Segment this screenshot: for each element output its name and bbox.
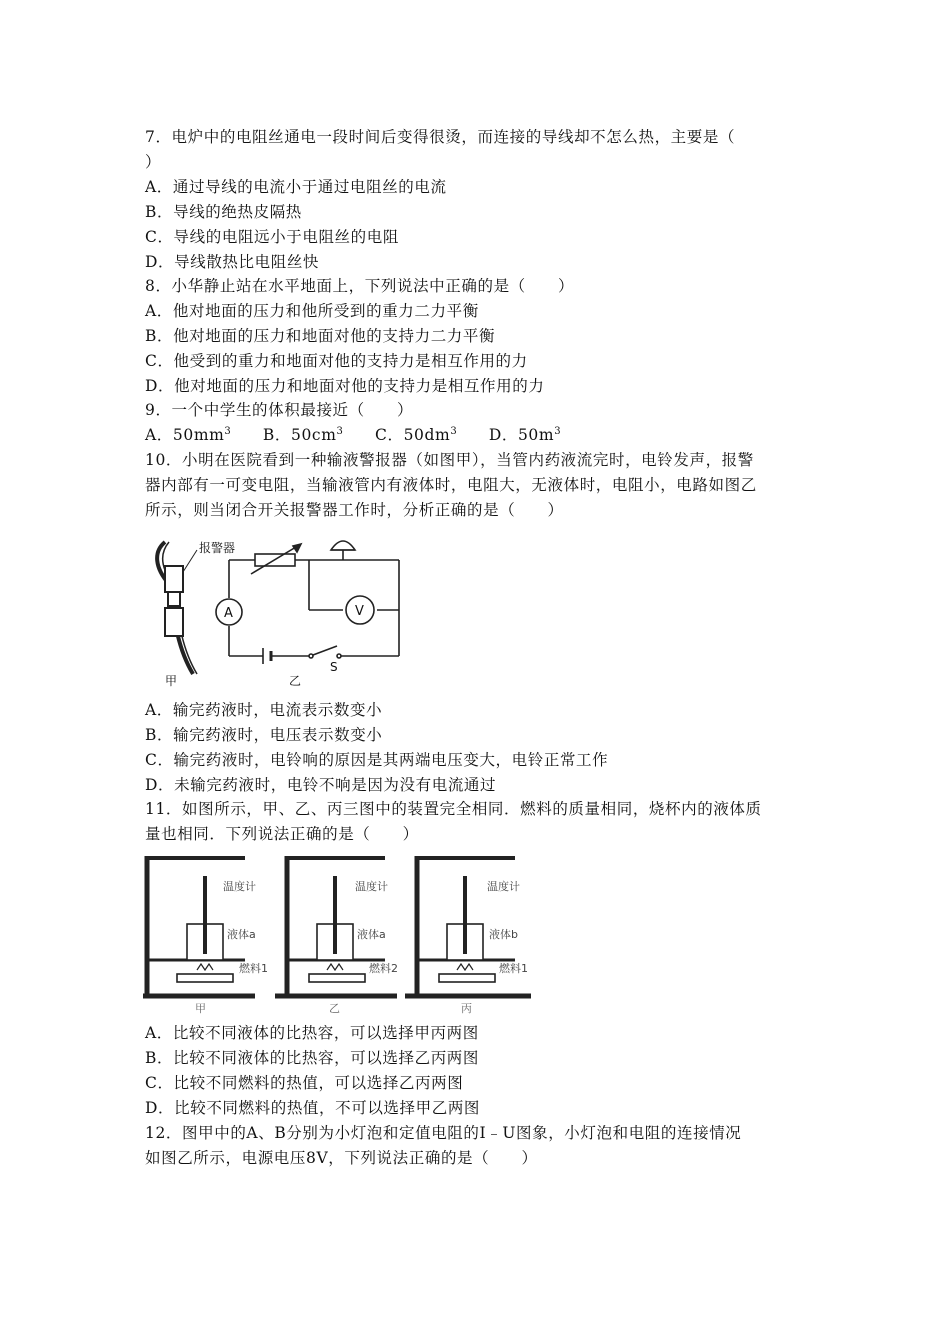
q12-stem-line-1: 12．图甲中的A、B分别为小灯泡和定值电阻的I﹣U图象，小灯泡和电阻的连接情况	[145, 1124, 742, 1142]
circuit-diagram	[229, 541, 399, 664]
caption-jia: 甲	[195, 1002, 206, 1014]
fuel-label-yi: 燃料2	[369, 962, 398, 975]
fuel-label-jia: 燃料1	[239, 962, 268, 975]
thermometer-label-jia: 温度计	[223, 880, 256, 893]
q8-stem: 8．小华静止站在水平地面上，下列说法中正确的是（ ）	[145, 277, 575, 295]
q10-stem-line-3: 所示，则当闭合开关报警器工作时，分析正确的是（ ）	[145, 501, 564, 519]
liquid-label-yi: 液体a	[357, 928, 386, 941]
q8-option-b: B．他对地面的压力和地面对他的支持力二力平衡	[145, 327, 496, 345]
apparatus-yi	[275, 856, 397, 996]
q10-option-d: D．未输完药液时，电铃不响是因为没有电流通过	[145, 776, 497, 794]
q9-stem: 9．一个中学生的体积最接近（ ）	[145, 401, 414, 419]
q10-option-c: C．输完药液时，电铃响的原因是其两端电压变大，电铃正常工作	[145, 751, 609, 769]
q9-option-d: D．$50m^3$	[488, 426, 562, 444]
q11-option-a: A．比较不同液体的比热容，可以选择甲丙两图	[145, 1024, 479, 1042]
q9-option-a: A．$50mm^3$	[145, 426, 232, 444]
q7-stem-end: ）	[145, 153, 162, 171]
q10-stem-line-2: 器内部有一可变电阻，当输液管内有液体时，电阻大，无液体时，电阻小，电路如图乙	[145, 476, 757, 494]
q9-options	[145, 425, 587, 445]
q7-option-d: D．导线散热比电阻丝快	[145, 253, 320, 271]
q11-option-b: B．比较不同液体的比热容，可以选择乙丙两图	[145, 1049, 479, 1067]
q11-option-d: D．比较不同燃料的热值，不可以选择甲乙两图	[145, 1099, 481, 1117]
q8-option-d: D．他对地面的压力和地面对他的支持力是相互作用的力	[145, 377, 545, 395]
figure-caption-jia: 甲	[165, 674, 178, 688]
caption-yi: 乙	[329, 1002, 340, 1014]
q7-option-b: B．导线的绝热皮隔热	[145, 203, 302, 221]
q10-option-b: B．输完药液时，电压表示数变小	[145, 726, 383, 744]
q9-option-b: B．$50cm^3$	[262, 426, 344, 444]
q8-option-c: C．他受到的重力和地面对他的支持力是相互作用的力	[145, 352, 528, 370]
ammeter-label: A	[224, 606, 233, 621]
q8-option-a: A．他对地面的压力和他所受到的重力二力平衡	[145, 302, 479, 320]
switch-label: S	[330, 660, 338, 674]
q11-option-c: C．比较不同燃料的热值，可以选择乙丙两图	[145, 1074, 464, 1092]
liquid-label-bing: 液体b	[489, 928, 518, 941]
q10-option-a: A．输完药液时，电流表示数变小	[145, 701, 383, 719]
thermometer-label-bing: 温度计	[487, 880, 520, 893]
alarm-label: 报警器	[199, 541, 236, 555]
q12-stem-line-2: 如图乙所示，电源电压8V，下列说法正确的是（ ）	[145, 1149, 538, 1167]
apparatus-jia	[143, 856, 255, 996]
q10-figure	[145, 528, 405, 688]
fuel-label-bing: 燃料1	[499, 962, 528, 975]
q11-stem-line-1: 11．如图所示，甲、乙、丙三图中的装置完全相同．燃料的质量相同，烧杯内的液体质	[145, 800, 762, 818]
q7-option-c: C．导线的电阻远小于电阻丝的电阻	[145, 228, 399, 246]
voltmeter-label: V	[355, 604, 364, 619]
caption-bing: 丙	[461, 1002, 472, 1014]
q10-stem-line-1: 10．小明在医院看到一种输液警报器（如图甲），当管内药液流完时，电铃发声，报警	[145, 451, 754, 469]
thermometer-label-yi: 温度计	[355, 880, 388, 893]
q7-stem: 7．电炉中的电阻丝通电一段时间后变得很烫，而连接的导线却不怎么热，主要是（	[145, 128, 736, 146]
infusion-alarm-device	[157, 542, 197, 674]
apparatus-bing	[405, 856, 531, 996]
q11-stem-line-2: 量也相同．下列说法正确的是（ ）	[145, 825, 419, 843]
bell-icon	[331, 541, 355, 550]
q11-figure	[143, 852, 535, 1014]
figure-caption-yi: 乙	[289, 674, 302, 688]
liquid-label-jia: 液体a	[227, 928, 256, 941]
q9-option-c: C．$50dm^3$	[375, 426, 458, 444]
q7-option-a: A．通过导线的电流小于通过电阻丝的电流	[145, 178, 447, 196]
